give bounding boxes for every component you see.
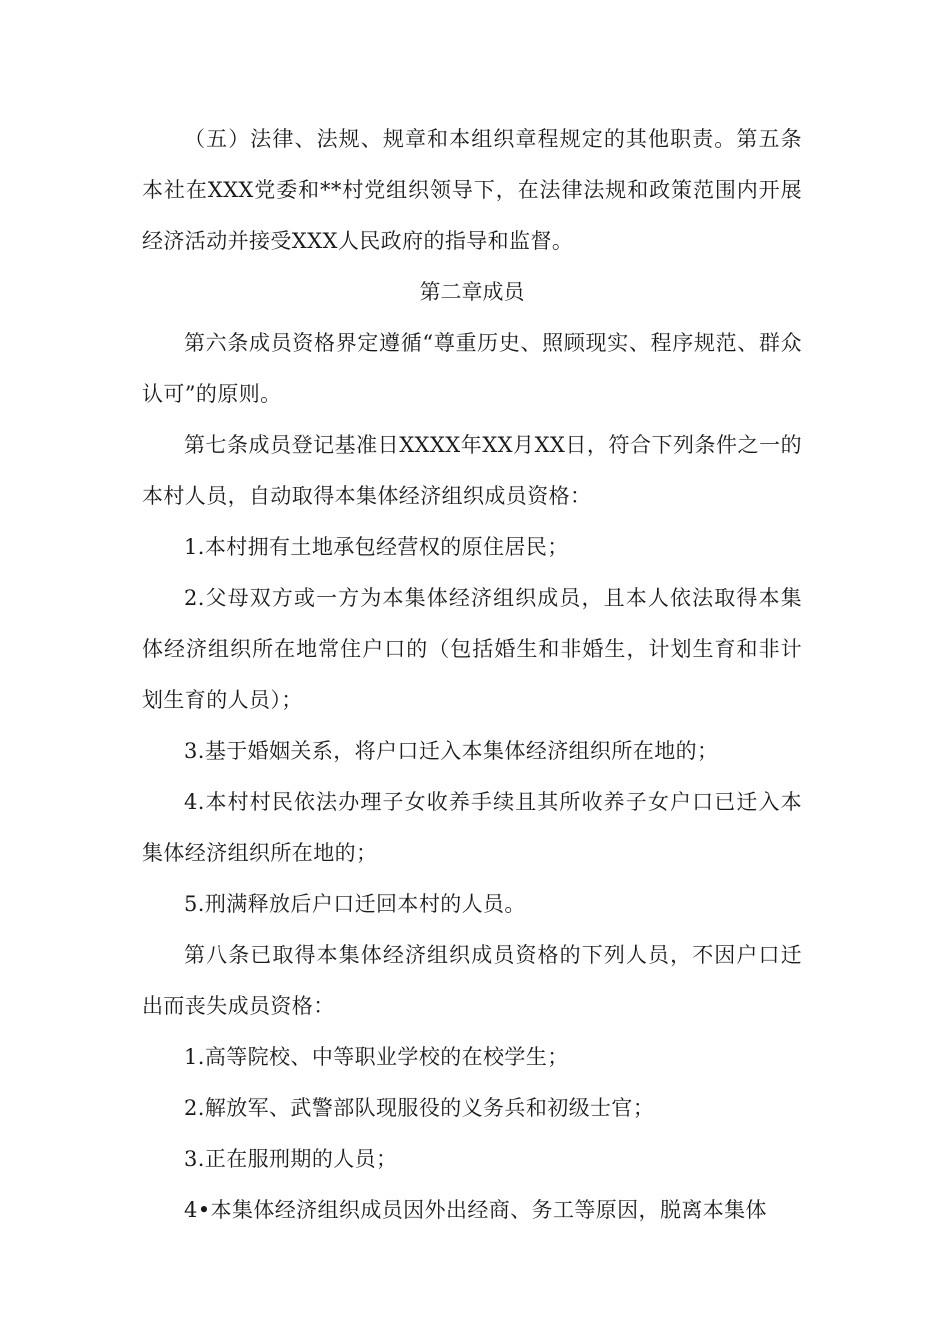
list-item: 3.正在服刑期的人员； (184, 1147, 398, 1171)
list-item: 4.本村村民依法办理子女收养手续且其所收养子女户口已迁入本集体经济组织所在地的； (142, 790, 802, 865)
list-item: 3.基于婚姻关系，将户口迁入本集体经济组织所在地的； (184, 739, 719, 763)
list-item: 5.刑满释放后户口迁回本村的人员。 (184, 892, 526, 916)
chapter-heading: 第二章成员 (419, 280, 525, 304)
list-item: 4•本集体经济组织成员因外出经商、务工等原因，脱离本集体 (184, 1198, 767, 1222)
list-item: 2.父母双方或一方为本集体经济组织成员，且本人依法取得本集体经济组织所在地常住户口的（包括婚生和非婚生，计划生育和非计划生育的人员）； (142, 586, 802, 712)
paragraph-duties-and-article-5: （五）法律、法规、规章和本组织章程规定的其他职责。第五条本社在XXX党委和**村党组织领导下，在法律法规和政策范围内开展经济活动并接受XXX人民政府的指导和监督。 (142, 127, 802, 253)
list-item: 1.本村拥有土地承包经营权的原住居民； (184, 535, 569, 559)
paragraph-article-8: 第八条已取得本集体经济组织成员资格的下列人员，不因户口迁出而丧失成员资格： (142, 943, 802, 1018)
paragraph-article-6: 第六条成员资格界定遵循“尊重历史、照顾现实、程序规范、群众认可”的原则。 (142, 331, 802, 406)
list-item: 1.高等院校、中等职业学校的在校学生； (184, 1045, 569, 1069)
paragraph-article-7: 第七条成员登记基准日XXXX年XX月XX日，符合下列条件之一的本村人员，自动取得本集体经济组织成员资格： (142, 433, 802, 508)
list-item: 2.解放军、武警部队现服役的义务兵和初级士官； (184, 1096, 655, 1120)
document-body (142, 114, 802, 1236)
